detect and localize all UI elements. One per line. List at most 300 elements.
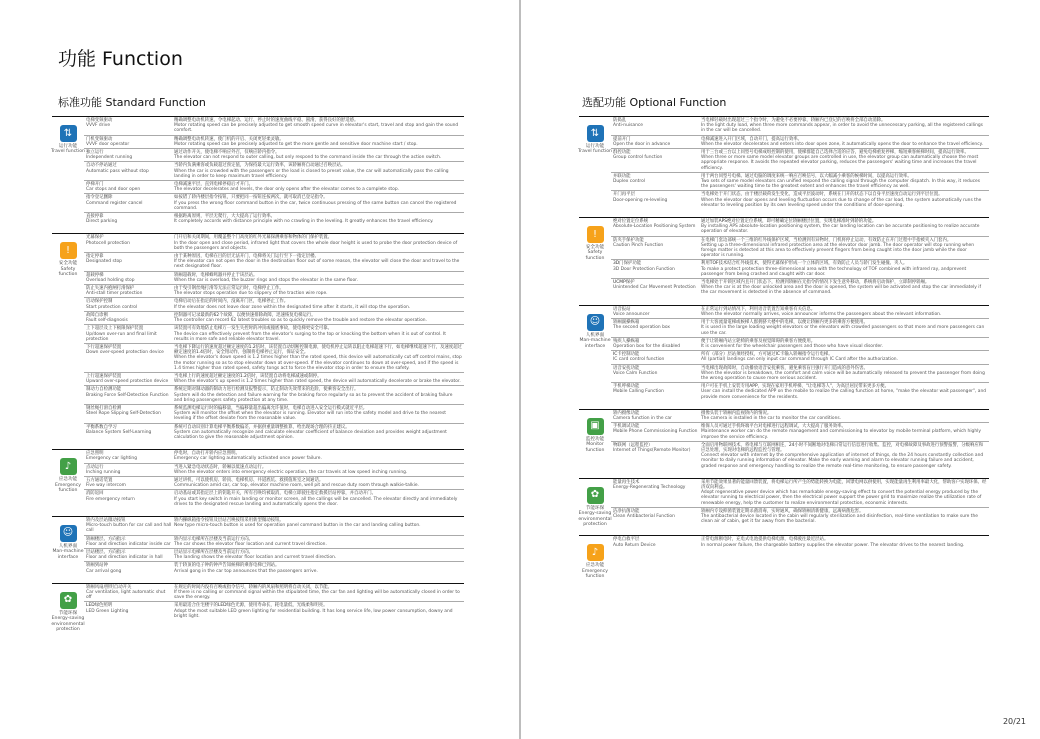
feature-description-zh: 精确调整电动机转速，使门机的开启、关闭更轻柔灵敏。	[174, 136, 284, 142]
feature-name	[84, 464, 172, 476]
group-icon-column	[579, 536, 611, 579]
feature-name-zh: 轿厢风扇/照明自动开关	[86, 584, 132, 590]
feature-description	[172, 450, 464, 462]
feature-name-zh: 轿内及层站微动按钮	[86, 517, 126, 523]
feature-description	[699, 319, 989, 337]
group-label	[578, 563, 612, 579]
feature-description-zh: 全面启用物联网技术，将电梯与互联网相连，24小时不间断地对电梯日常运行信息进行收集、监控，对电梯故障及事故进行预警报警，分级响应和应急处理，实现对电梯的远程监控与管理。	[701, 442, 984, 453]
feature-name-en: Group control function	[613, 155, 663, 161]
feature-row	[84, 298, 464, 311]
feature-name-en: Up/down over-run and final limit protection	[86, 331, 157, 342]
feature-name-zh: 启动保护控制	[86, 299, 113, 305]
group-label-en: Travel function	[51, 149, 85, 155]
group-icon-column	[579, 306, 611, 401]
feature-row	[84, 490, 464, 508]
feature-description	[699, 218, 989, 236]
feature-row	[84, 584, 464, 603]
feature-description-zh: 停电时，自动打开轿内应急照明。	[174, 451, 240, 457]
feature-description-zh: 由于某种原因，电梯在目的层无法开门，电梯将关门运行至下一指定层楼。	[174, 254, 319, 260]
feature-description	[699, 442, 989, 470]
feature-name-zh: 物联网（远程监控）	[613, 442, 653, 448]
group-label-en: Energy-saving environmental protection	[51, 616, 85, 633]
feature-description-zh: 便于让轿厢内站立轮椅的乘客及视觉障碍的乘客方便使用。	[701, 338, 816, 344]
group-label	[51, 261, 85, 277]
feature-description	[172, 602, 464, 620]
feature-description-en: All (partial) landings can only input car command through IC Card after the authorization.	[701, 357, 898, 363]
feature-description-en: In the door open and close period, infrared light that covers the whole door height is used to probe the door protection device of both the passengers and objects.	[174, 240, 458, 251]
feature-row	[84, 117, 464, 136]
feature-description-zh: 当电梯下降运行的速度超过额定速度的1.2倍时，该装置自动切断控制电源，使电机停止运转以阻止电梯超速下行，如电梯继续超速下行，及速度超过额定速度的1.4倍时，安全钳动作，强制将电梯停止运行，保证安全。	[174, 344, 462, 356]
page-title: 功能 Function	[58, 48, 183, 70]
group-label	[578, 333, 612, 349]
feature-name	[611, 191, 699, 209]
feature-name	[84, 602, 172, 620]
feature-description-en: In normal power failure, the chargeable battery supplies the elevator power. The elevator drives to the nearest landing.	[701, 542, 965, 548]
feature-name	[611, 173, 699, 191]
feature-description	[699, 383, 989, 401]
feature-name-zh: LED绿色照明	[86, 603, 113, 609]
feature-name	[84, 386, 172, 404]
alarm-bell-icon: ♪	[60, 458, 77, 475]
warning-icon: !	[587, 226, 604, 243]
group-icon-column	[52, 450, 84, 508]
feature-name-en: Down over-speed protection device	[86, 350, 164, 356]
feature-description-zh: 轿厢超载时，电梯蜂鸣器并停止于该层站。	[174, 272, 258, 278]
feature-name-zh: 门机变频驱动	[86, 136, 113, 142]
feature-name-zh: 停梯开门	[86, 182, 104, 188]
feature-description	[699, 536, 989, 548]
feature-name-en: Overload holding stop	[86, 277, 135, 283]
feature-description-zh: 用于三台或三台以上同型号电梯成组控制的使用，使梯群能自己选择合适的应答，避免电梯重复停梯，缩短乘客候梯时间，提高运行效率。	[701, 150, 969, 156]
feature-description-en: When the elevator normally arrives, voice announcer informs the passengers about the relevant information.	[701, 311, 942, 317]
feature-row	[84, 285, 464, 298]
feature-name-zh: 故障自诊断	[86, 312, 108, 318]
feature-description-zh: 系统监测电梯运行时的偏移量，当偏移量超出偏离允许值时，电梯自动进入安全运行模式就近平层。	[174, 405, 368, 411]
feature-description-en: When the elevator decelerates and enters into door open zone, it automatically opens the door to enhance the travel efficiency.	[701, 141, 983, 147]
feature-name-zh: 轿内摄像功能	[613, 410, 640, 416]
feature-description-zh: 如按错了轿内楼层指令按钮，只要把同一按钮连按两次，就可取消已登记指令。	[174, 195, 328, 201]
feature-row	[84, 234, 464, 253]
feature-name-en: Emergency car lighting	[86, 456, 137, 462]
feature-description	[699, 508, 989, 526]
feature-description-en: Adopt the most suitable LED green lighting for residential building. It has long service life, low power consumption, downy and bright light.	[174, 608, 453, 619]
group-icon-column	[579, 410, 611, 470]
feature-description	[172, 424, 464, 442]
feature-description	[172, 464, 464, 476]
group-icon-column	[579, 479, 611, 528]
function-group	[52, 449, 464, 508]
feature-description-en: The car shows the elevator floor location and current travel direction.	[174, 541, 327, 547]
feature-description	[699, 117, 989, 135]
feature-description	[172, 253, 464, 271]
feature-description	[172, 213, 464, 225]
feature-description-en: By installing APS absolute-location positioning system, the car landing location can be accurate positioning to realize accurate operation of elevator.	[701, 224, 980, 235]
feature-row	[611, 338, 989, 351]
feature-row	[611, 279, 989, 297]
feature-description-zh: 轿内操纵箱指令按钮及层站召唤按钮采用新型微动按钮。	[174, 517, 284, 523]
feature-name-zh: 停电自救平层	[613, 537, 640, 543]
feature-row	[611, 173, 989, 192]
feature-rows	[611, 117, 989, 209]
feature-name-en: VVVF door operator	[86, 141, 130, 147]
feature-description-en: When the elevator's down speed is 1.2 times higher than the rated speed, this device will automatically cut off control mains, stop the motor running so as to stop elevator down at over-speed. If the elevator continues to down at over-speed, and if the speed is 1.4 times higher than rated speed, safety tongs act to force the elevator stop in order to ensure the safety.	[174, 355, 462, 371]
feature-description-zh: 电梯减速进入开门区域，自动开门，提高运行效率。	[701, 136, 802, 142]
feature-name	[611, 536, 699, 548]
feature-description-zh: 通过加装APS绝对位置定位系统，即可精确定位轿厢楼层位置，实现电梯准时到轿的功能。	[701, 219, 877, 225]
feature-name-zh: 应急照明	[86, 451, 104, 457]
feature-name-en: 3D Door Protection Function	[613, 266, 675, 272]
feature-description-en: Motor rotating speed can be precisely adjusted to get the more gentle and sensitive door machine start / stop.	[174, 141, 418, 147]
feature-name-en: Voice Calm Function	[613, 370, 658, 376]
feature-name	[84, 213, 172, 225]
feature-name	[84, 298, 172, 310]
feature-name-zh: 消防返回	[86, 491, 104, 497]
feature-description-zh: 在规定的时间内没有召唤或指令信号，轿厢内的风扇和照明将自动关闭，以节能。	[174, 584, 333, 590]
feature-name	[611, 260, 699, 278]
feature-name-zh: 防止失速内抱闸打滑保护	[86, 286, 135, 292]
feature-name-zh: 手机呼梯功能	[613, 384, 640, 390]
feature-name	[611, 442, 699, 470]
feature-description-zh: 当进入紧急电动状态时，轿厢以低速点动运行。	[174, 464, 267, 470]
feature-name	[84, 536, 172, 548]
group-label-zh: 安全功能	[58, 261, 78, 267]
group-label-zh: 运行功能	[585, 144, 605, 149]
feature-description	[172, 136, 464, 148]
feature-name	[84, 136, 172, 148]
feature-name-zh: 独立运行	[86, 150, 104, 156]
feature-name-zh: 手机调试功能	[613, 424, 640, 430]
feature-description-zh: 用户可在手机上安装专用APP，实现在家用手机呼梯，"让电梯等人"，为高层居民带来更多方便。	[701, 384, 889, 390]
feature-name-en: Operation box for the disabled	[613, 343, 681, 349]
function-group	[52, 233, 464, 441]
feature-description-en: It completely accords with distance principle with no crawling in the leveling. It greatly enhances the travel efficiency.	[174, 219, 434, 225]
feature-name-zh: 防夹手保护功能	[613, 237, 644, 243]
feature-row	[84, 325, 464, 344]
feature-description	[699, 351, 989, 363]
feature-row	[84, 464, 464, 477]
group-icon-column	[52, 517, 84, 575]
feature-row	[611, 237, 989, 261]
page-number: 20/21	[1002, 717, 1026, 726]
feature-name-zh: 电梯变频驱动	[86, 118, 113, 123]
feature-description-zh: 摄像头装于轿厢内监视轿内的情况。	[701, 410, 772, 416]
group-label	[51, 477, 85, 493]
feature-rows	[611, 306, 989, 401]
feature-name-zh: IC卡控制功能	[613, 352, 640, 358]
right-page	[521, 0, 1040, 739]
function-group	[579, 305, 989, 401]
feature-description-en: When the car is at the door unlocked area and the door is opened, the system will be activated and stop the car immediately if the car movement is detected in the absence of command.	[701, 285, 982, 296]
feature-description-en: When three or more same model elevator groups are controlled in use, the elevator group can automatically choose the most appropriate response. It avoids the repeated elevator parking, reduces the passengers' waiting time and increases the travel efficiency.	[701, 155, 979, 171]
feature-description	[699, 237, 989, 260]
feature-name-zh: 能量再生技术	[613, 479, 640, 485]
feature-name-en: Anti-nuisance	[613, 123, 643, 129]
feature-description	[699, 279, 989, 297]
feature-description-en: Motor rotating speed can be precisely adjusted to get smooth speed curve in elevator's start, travel and stop and gain the sound comfort.	[174, 123, 459, 134]
feature-name	[84, 253, 172, 271]
feature-description	[172, 386, 464, 404]
feature-description-en: When the elevator is breakdown, the comfort and calm voice will be automatically released to prevent the passenger from doing the wrong operation to cause more serious accident.	[701, 370, 985, 381]
feature-description-zh: 当电梯出现故障时，自动播放语音安抚乘客，避免乘客盲目强行开门造成的意外伤害。	[701, 365, 868, 371]
group-label-zh: 应急功能	[58, 477, 78, 483]
feature-description-zh: 在正常运行到站情况下，利用语音装置告知乘客有关信息。	[701, 306, 816, 312]
function-group	[579, 409, 989, 470]
group-label-zh: 节能环保	[58, 610, 78, 616]
function-group	[579, 478, 989, 528]
feature-name-en: Car ventilation, light automatic shut off	[86, 590, 166, 601]
feature-description-zh: 电梯启动后在指定的时间内，没离开门区，电梯停止工作。	[174, 299, 289, 305]
feature-description-en: The controller can record 62 latest troubles so as to quickly remove the trouble and restore the elevator operation.	[174, 318, 427, 324]
feature-description	[172, 181, 464, 193]
feature-name	[84, 325, 172, 343]
leaf-icon: ✿	[587, 487, 604, 504]
feature-description	[699, 479, 989, 507]
feature-name-zh: 语音报站	[613, 306, 631, 312]
feature-description	[172, 272, 464, 284]
feature-description-en: In the light duty load, when three more commands appear, in order to avoid the unnecessary parking, all the registered callings in the car will be cancelled.	[701, 123, 983, 134]
feature-description-en: If there is no calling or command signal within the stipulated time, the car fan and lighting will be automatically closed in order to save the energy.	[174, 590, 460, 601]
feature-name-zh: 光幕保护	[86, 235, 104, 241]
feature-row	[611, 383, 989, 401]
feature-description	[172, 405, 464, 423]
feature-rows	[84, 450, 464, 508]
feature-row	[611, 319, 989, 338]
group-label	[51, 544, 85, 560]
feature-name	[84, 285, 172, 297]
feature-description-zh: 用于大客流量電梯或候梯人群拥挤大楼中的电梯，以便让轿厢内更多的乘客方便使用。	[701, 320, 868, 326]
feature-description-zh: 由于曳引钢丝绳打滑等无法正常运行时，电梯停止工作。	[174, 286, 284, 292]
feature-name-en: Designated stop	[86, 259, 122, 265]
optional-function-groups	[579, 116, 989, 588]
feature-name-en: Balance System Self-Learning	[86, 429, 152, 435]
feature-description	[172, 584, 464, 602]
feature-name	[611, 479, 699, 507]
feature-row	[611, 351, 989, 364]
feature-name-zh: 提前开门	[613, 136, 631, 142]
feature-description-en: When the car is overload, the buzzer rings and stops the elevator in the same floor.	[174, 277, 358, 283]
feature-description-en: System will do the detection and failure warning for the braking force regularly so as to prevent the accident of braking failure and bring passengers safety protection at any time.	[174, 392, 453, 403]
feature-name-en: LED Green Lighting	[86, 608, 129, 614]
feature-row	[611, 410, 989, 423]
feature-name-en: Upward over-speed protection device	[86, 379, 169, 385]
feature-description-zh: 系统定期对制动器的制动力进行检测及报警提示，防止制动失效带来的危险，使乘客安全出行。	[174, 387, 359, 393]
feature-description-en: If the elevator can not open the door in the destination floor out of some reason, the elevator will close the door and travel to the next designated floor.	[174, 259, 460, 270]
feature-description-en: The antibacterial device located in the cabin will regularly sterilization and disinfection, real-time ventilation to make sure the clean air of cabin, get it far away from the bacterial.	[701, 513, 978, 525]
feature-description-zh: 层站显示电梯所在层楼及当前运行方向。	[174, 550, 254, 555]
feature-description-zh: 所有（部分）层站须经授权，方可通过IC卡输入轿厢指令运行电梯。	[701, 352, 833, 358]
group-label	[578, 437, 612, 453]
feature-description-en: It is convenient for the wheelchair passengers and those who have visual disorder.	[701, 343, 883, 349]
group-label-zh: 监控功能	[585, 436, 605, 442]
feature-description-zh: 正常电源断电时，充电式电池提供电梯电源，电梯驶往最近层站。	[701, 537, 829, 543]
feature-name-en: Car stops and door open	[86, 187, 141, 193]
feature-name	[611, 319, 699, 337]
feature-description-zh: 当电梯处于开锁区域内且开门状态下，检测到轿厢在无指令的情况下发生意外移动，系统将启动保护，立即制停轿厢。	[701, 280, 930, 286]
feature-name	[84, 344, 172, 372]
feature-name-en: Independent running	[86, 155, 133, 161]
feature-description-en: If you press the wrong floor command button in the car, twice continuous pressing of the same button can cancel the registered command.	[174, 200, 457, 211]
feature-row	[84, 405, 464, 424]
group-label-zh: 运行功能	[58, 144, 78, 149]
feature-description	[172, 117, 464, 135]
feature-name-zh: UCMP保护	[613, 280, 635, 286]
feature-description-en: It is used in the large loading weight elevators or the elevators with crowded passengers so that more and more passengers can use the car.	[701, 325, 985, 336]
feature-name-en: Auto Return Device	[613, 542, 656, 548]
group-label-zh: 节能环保	[585, 505, 605, 511]
leaf-icon: ✿	[60, 592, 77, 609]
feature-description	[172, 536, 464, 548]
feature-row	[611, 479, 989, 508]
feature-description-zh: 用于两台同型号电梯。通过电脑的调度来统一响应召唤信号，以大幅减小乘客的候梯时间，以提高运行效率。	[701, 173, 912, 179]
feature-name-en: Mobile Phone Commissioning Function	[613, 429, 698, 435]
feature-rows	[611, 410, 989, 470]
feature-description-en: Setting up a three-dimensional infrared protection area at the elevator door jamb. The door operator will stop running when foreign matter is detected at this area to effectively prevent fingers from being caught into the door jamb while the door operator is running.	[701, 242, 975, 259]
feature-description-en: The landing shows the elevator floor location and current travel direction.	[174, 555, 337, 561]
function-group	[579, 116, 989, 209]
feature-name	[611, 365, 699, 383]
feature-row	[611, 149, 989, 173]
feature-description	[172, 285, 464, 297]
feature-row	[84, 253, 464, 272]
feature-name-en: Clean Antibacterial Function	[613, 513, 675, 519]
group-label-en: Energy-saving environmental protection	[578, 511, 612, 527]
feature-name-en: Fault self-diagnosis	[86, 318, 128, 324]
feature-name-zh: 超载停梯	[86, 272, 104, 278]
feature-name	[84, 562, 172, 574]
feature-row	[84, 162, 464, 181]
function-group	[52, 516, 464, 575]
feature-name	[611, 136, 699, 148]
feature-name	[611, 117, 699, 135]
feature-description-en: The device can effectively prevent from the elevator's surging to the top or knocking the bottom when it is out of control. It results in more safe and reliable elevator travel.	[174, 331, 446, 342]
feature-name-zh: 洁净抗菌功能	[613, 508, 640, 514]
feature-description	[172, 325, 464, 343]
feature-description-zh: 采用节能效果显著的能量回馈装置，将电梯运行所产生的势能转换为电能，回馈电网以供使用，实现能量再生利用率最大化，帮助客户实现环保、经济双向利益。	[701, 479, 987, 490]
group-label-en: Emergency function	[582, 568, 608, 580]
feature-name	[611, 508, 699, 526]
feature-name-zh: 自动不停站通过	[86, 163, 117, 169]
feature-description	[172, 490, 464, 508]
feature-row	[611, 306, 989, 319]
feature-description-zh: 采用最适合住宅楼宇的LED绿色光源，使用寿命长，耗电量低，光线柔和明亮。	[174, 603, 328, 609]
feature-row	[84, 602, 464, 620]
feature-name	[611, 218, 699, 236]
feature-name-en: VVVF drive	[86, 123, 111, 129]
feature-name-zh: 上行超速保护装置	[86, 373, 122, 379]
feature-description-en: When the elevator's up speed is 1.2 times higher than rated speed, the device will automatically decelerate or brake the elevator.	[174, 379, 461, 385]
feature-row	[84, 562, 464, 574]
group-label-en: Safety function	[58, 266, 78, 278]
alarm-bell-icon: ♪	[587, 544, 604, 561]
feature-row	[84, 424, 464, 442]
left-page	[0, 0, 519, 739]
feature-name	[84, 490, 172, 508]
feature-row	[611, 260, 989, 279]
group-label-en: Man-machine interface	[579, 338, 611, 349]
feature-name-en: Micro-touch button for car call and hall call	[86, 523, 172, 534]
feature-row	[84, 136, 464, 149]
feature-name-en: Braking Force Self-Detection Function	[86, 392, 169, 398]
feature-description-zh: 该装置可有效地防止电梯万一发生失控时的冲顶或撞底事故，使电梯更安全可靠。	[174, 326, 333, 332]
function-group	[52, 583, 464, 633]
feature-description-en: When the elevator enters into emergency electric operation, the car travels at low speed inching running.	[174, 469, 408, 475]
optional-function-heading: 选配功能 Optional Function	[582, 96, 727, 109]
feature-row	[84, 517, 464, 536]
group-label	[51, 144, 85, 155]
feature-name	[84, 234, 172, 252]
feature-name-en: The second operation box	[613, 325, 671, 331]
feature-description-en: New type micro-touch button is used for operation panel command button in the car and landing calling button.	[174, 523, 421, 529]
function-group	[52, 116, 464, 225]
feature-name-en: Command register cancel	[86, 200, 143, 206]
feature-description-en: Arrival gong in the car top announces that the passengers arrive.	[174, 568, 318, 574]
elevator-icon: ⇅	[587, 125, 604, 142]
feature-description	[699, 173, 989, 191]
feature-description-zh: 轿内显示电梯所在层楼及当前运行方向。	[174, 536, 254, 542]
feature-description	[172, 344, 464, 372]
feature-name-zh: 指定停靠	[86, 254, 104, 260]
feature-description-zh: 系统可自动识别计算电梯平衡系数偏差，并据供重量调整推算，给出现场合理的抖正建议。	[174, 424, 350, 430]
feature-name	[611, 149, 699, 172]
feature-name-en: Caution Pinch Function	[613, 242, 664, 248]
feature-name	[84, 149, 172, 161]
feature-description	[699, 260, 989, 278]
feature-row	[611, 218, 989, 237]
feature-rows	[611, 536, 989, 579]
function-group	[579, 535, 989, 579]
group-label-en: Monitor function	[585, 442, 605, 453]
feature-row	[611, 365, 989, 384]
feature-name-en: Car arrival gong	[86, 568, 122, 574]
feature-description-en: User can install the dedicated APP on the mobile to realize the calling function at home, "make the elevator wait passenger", and provide more convenience for the residents.	[701, 389, 987, 400]
feature-name-en: Start protection control	[86, 304, 138, 310]
feature-row	[84, 549, 464, 562]
feature-description-zh: 在电梯门套边部统一个三维的红外线保护区域，当检测到有异物时，门机将停止运动，有效防止在开门过程中手指被夹入门套内。	[701, 237, 952, 243]
feature-name-en: Floor and direction indicator inside car	[86, 541, 171, 547]
feature-rows	[84, 117, 464, 225]
feature-description-en: If the elevator does not leave door zone within the designated time after it starts, it will stop the operation.	[174, 304, 411, 310]
feature-name-zh: 绝对位置定位系统	[613, 219, 649, 225]
elevator-icon: ⇅	[60, 125, 77, 142]
feature-name	[611, 338, 699, 350]
feature-name	[84, 584, 172, 602]
feature-description	[699, 410, 989, 422]
feature-row	[84, 213, 464, 225]
feature-row	[84, 536, 464, 549]
feature-row	[611, 508, 989, 526]
feature-name-en: Anti-stall timer protection	[86, 291, 143, 297]
feature-row	[84, 272, 464, 285]
group-label-zh: 安全功能	[585, 245, 605, 251]
feature-name-zh: 指令登记删除	[86, 195, 113, 201]
feature-name-en: Floor and direction indicator in hall	[86, 555, 163, 561]
feature-description-en: System can automatically recognize and calculate elevator coefficient of balance deviation and provides weight adjustment calculation to give the reasonable adjustment opinion.	[174, 429, 447, 440]
feature-name-en: Voice announcer	[613, 311, 650, 317]
feature-name-en: Camera function in the car	[613, 415, 672, 421]
feature-rows	[84, 517, 464, 575]
feature-description-en: The elevator decelerates and levels, the door only opens after the elevator comes to a complete stop.	[174, 187, 400, 193]
feature-row	[611, 536, 989, 548]
feature-name	[84, 272, 172, 284]
feature-description-en: Communication amid car, car top, elevator machine room, well pit and rescue duty room through walkie-talkie.	[174, 483, 419, 489]
feature-description-zh: 当电梯轻载时出现超过三个指令时，为避免不必要停靠，轿厢内已登记的召唤将全部自动消除。	[701, 118, 886, 123]
feature-row	[84, 477, 464, 490]
feature-row	[611, 442, 989, 470]
feature-name	[84, 477, 172, 489]
feature-row	[611, 136, 989, 149]
feature-row	[611, 191, 989, 209]
feature-description-zh: 当电梯上行的速度超过额定速度的1.2倍时，该装置自动将电梯减速或制停。	[174, 373, 322, 379]
